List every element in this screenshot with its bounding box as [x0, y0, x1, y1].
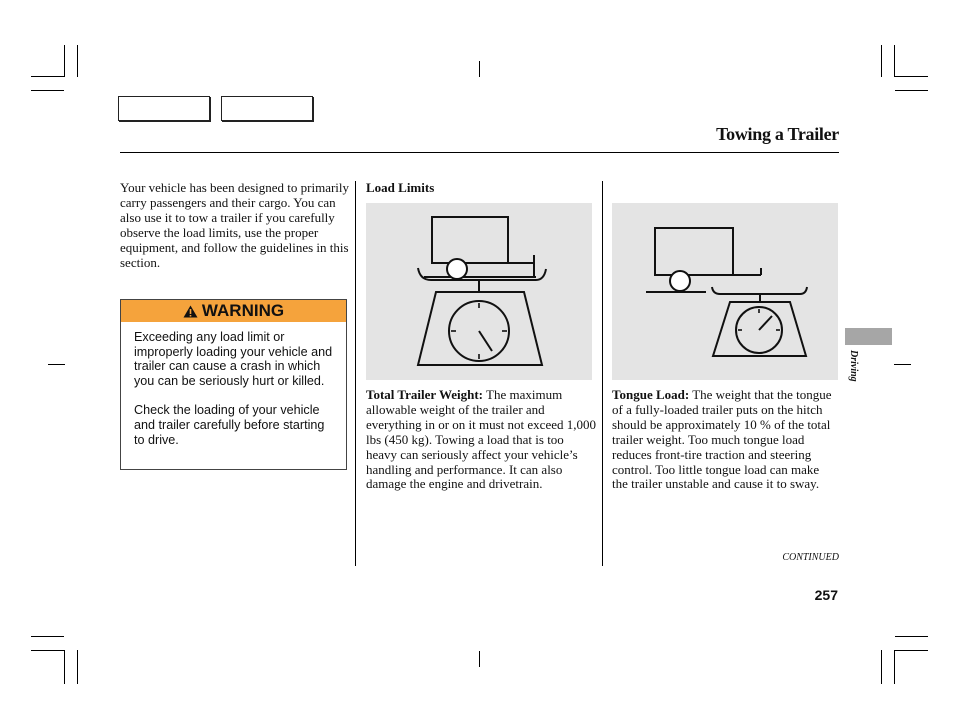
- warning-label: WARNING: [201, 301, 285, 320]
- crop-mark: [894, 45, 895, 77]
- crop-mark: [895, 636, 928, 637]
- crop-mark: [77, 650, 78, 684]
- nav-box-index[interactable]: [221, 96, 313, 121]
- tongue-load-illustration: [612, 203, 838, 380]
- warning-box: [120, 299, 347, 470]
- crop-mark: [894, 650, 895, 684]
- tongue-load-text: The weight that the tongue of a fully-loaded trailer puts on the hitch should be approximately 10 % of the total trailer weight. Too much tongue load reduces front-tire traction and steering control. Too little tongue load can make the trailer unstable and cause it to sway.: [612, 387, 832, 492]
- load-limits-heading: Load Limits: [366, 180, 435, 195]
- tongue-load-term: Tongue Load:: [612, 387, 690, 402]
- section-tab[interactable]: [845, 328, 892, 345]
- page-title: Towing a Trailer: [716, 124, 839, 144]
- warning-paragraph: Exceeding any load limit or improperly loading your vehicle and trailer can cause a crash in which you can be seriously hurt or killed.: [134, 330, 333, 388]
- tongue-load-paragraph: [612, 388, 838, 492]
- crop-mark: [881, 650, 882, 684]
- crop-mark: [895, 76, 928, 77]
- trailer-tongue-on-scale-drawing: [612, 203, 838, 380]
- registration-mark: [894, 364, 911, 365]
- crop-mark: [881, 45, 882, 77]
- registration-mark: [479, 61, 480, 77]
- page-number: 257: [814, 587, 838, 603]
- crop-mark: [64, 650, 65, 684]
- continued-label: CONTINUED: [782, 552, 839, 563]
- total-weight-term: Total Trailer Weight:: [366, 387, 484, 402]
- crop-mark: [64, 45, 65, 77]
- crop-mark: [31, 636, 64, 637]
- crop-mark: [31, 90, 64, 91]
- total-weight-text: The maximum allowable weight of the trailer and everything in or on it must not exceed 1,000 lbs (450 kg). Towing a load that is too heavy can seriously affect your vehicle’s handling and performance. It can also damage the engine and drivetrain.: [366, 387, 596, 492]
- section-tab-label: Driving: [848, 350, 859, 382]
- column-divider: [602, 181, 603, 566]
- total-weight-illustration: [366, 203, 592, 380]
- warning-header: [121, 300, 346, 322]
- crop-mark: [77, 45, 78, 77]
- total-weight-paragraph: [366, 388, 596, 492]
- column-divider: [355, 181, 356, 566]
- warning-body: [121, 322, 346, 447]
- warning-paragraph: Check the loading of your vehicle and trailer carefully before starting to drive.: [134, 403, 325, 447]
- registration-mark: [48, 364, 65, 365]
- registration-mark: [479, 651, 480, 667]
- trailer-on-scale-drawing: [366, 203, 592, 380]
- crop-mark: [895, 90, 928, 91]
- crop-mark: [31, 650, 64, 651]
- nav-box-contents[interactable]: [118, 96, 210, 121]
- crop-mark: [31, 76, 64, 77]
- warning-triangle-icon: [183, 305, 198, 318]
- crop-mark: [895, 650, 928, 651]
- intro-paragraph: Your vehicle has been designed to primarily carry passengers and their cargo. You can also use it to tow a trailer if you carefully observe the load limits, use the proper equipment, and follow the guidelines in this section.: [120, 180, 350, 270]
- header-rule: [120, 152, 839, 153]
